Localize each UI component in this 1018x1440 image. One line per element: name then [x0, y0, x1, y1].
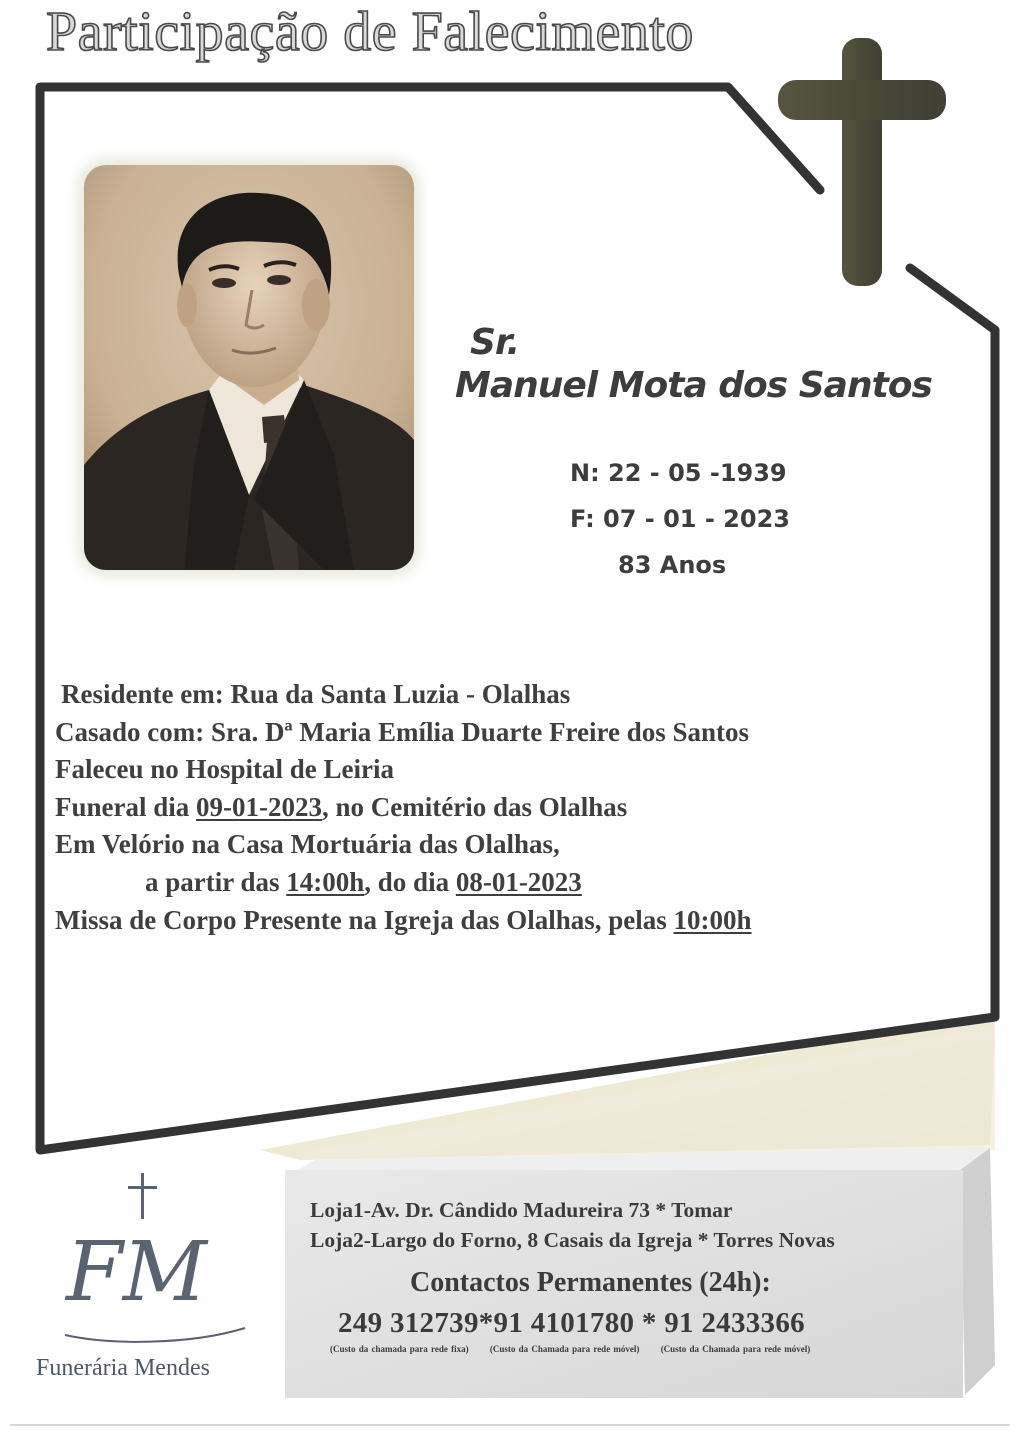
- funeral-line: [55, 789, 752, 827]
- name-block: [455, 322, 995, 406]
- store-1-address: Loja1-Av. Dr. Cândido Madureira 73 * Tomar: [310, 1198, 733, 1222]
- spouse-line: Casado com: Sra. Dª Maria Emília Duarte Freire dos Santos: [55, 716, 750, 747]
- wake-line: Em Velório na Casa Mortuária das Olalhas,: [55, 829, 560, 860]
- contact-info: [310, 1195, 835, 1354]
- call-cost-note-3: (Custo da Chamada para rede móvel): [660, 1344, 811, 1354]
- phone-numbers: 249 312739*91 4101780 * 91 2433366: [338, 1307, 805, 1339]
- life-dates: [570, 450, 790, 588]
- wake-time: 14:00h: [286, 866, 365, 897]
- cross-icon: [778, 38, 946, 286]
- mass-time: 10:00h: [673, 904, 752, 935]
- wake-mid: , do dia: [364, 866, 456, 897]
- residence-line: Residente em: Rua da Santa Luzia - Olalhas: [61, 679, 571, 709]
- call-cost-notes: [310, 1344, 835, 1354]
- honorific: Sr.: [470, 322, 520, 363]
- deceased-name: Manuel Mota dos Santos: [455, 365, 932, 406]
- mass-line: [55, 902, 752, 940]
- page-title: Participação de Falecimento: [46, 1, 694, 63]
- logo-name: Funerária Mendes: [36, 1355, 210, 1381]
- birth-date: N: 22 - 05 -1939: [570, 459, 787, 487]
- logo-monogram: FM: [66, 1225, 207, 1320]
- mass-prefix: Missa de Corpo Presente na Igreja das Olalhas, pelas: [55, 904, 674, 935]
- funeral-home-logo: [36, 1165, 251, 1395]
- funeral-date: 09-01-2023: [196, 791, 322, 822]
- wake-date: 08-01-2023: [455, 866, 582, 897]
- age: 83 Anos: [618, 551, 727, 579]
- wake-time-line: [55, 864, 752, 902]
- store-2-address: Loja2-Largo do Forno, 8 Casais da Igreja * Torres Novas: [310, 1228, 835, 1252]
- contact-box-side: [960, 1148, 995, 1395]
- death-date: F: 07 - 01 - 2023: [570, 505, 790, 533]
- death-place-line: Faleceu no Hospital de Leiria: [55, 754, 394, 785]
- portrait-photo: [84, 165, 414, 570]
- funeral-details: [55, 676, 752, 939]
- funeral-suffix: , no Cemitério das Olalhas: [322, 791, 628, 822]
- call-cost-note-1: (Custo da chamada para rede fixa): [330, 1344, 469, 1354]
- wake-prefix: a partir das: [145, 866, 287, 897]
- funeral-prefix: Funeral dia: [55, 791, 197, 822]
- band-shade: [300, 1025, 995, 1160]
- call-cost-note-2: (Custo da Chamada para rede móvel): [489, 1344, 640, 1354]
- contacts-heading: Contactos Permanentes (24h):: [410, 1267, 771, 1298]
